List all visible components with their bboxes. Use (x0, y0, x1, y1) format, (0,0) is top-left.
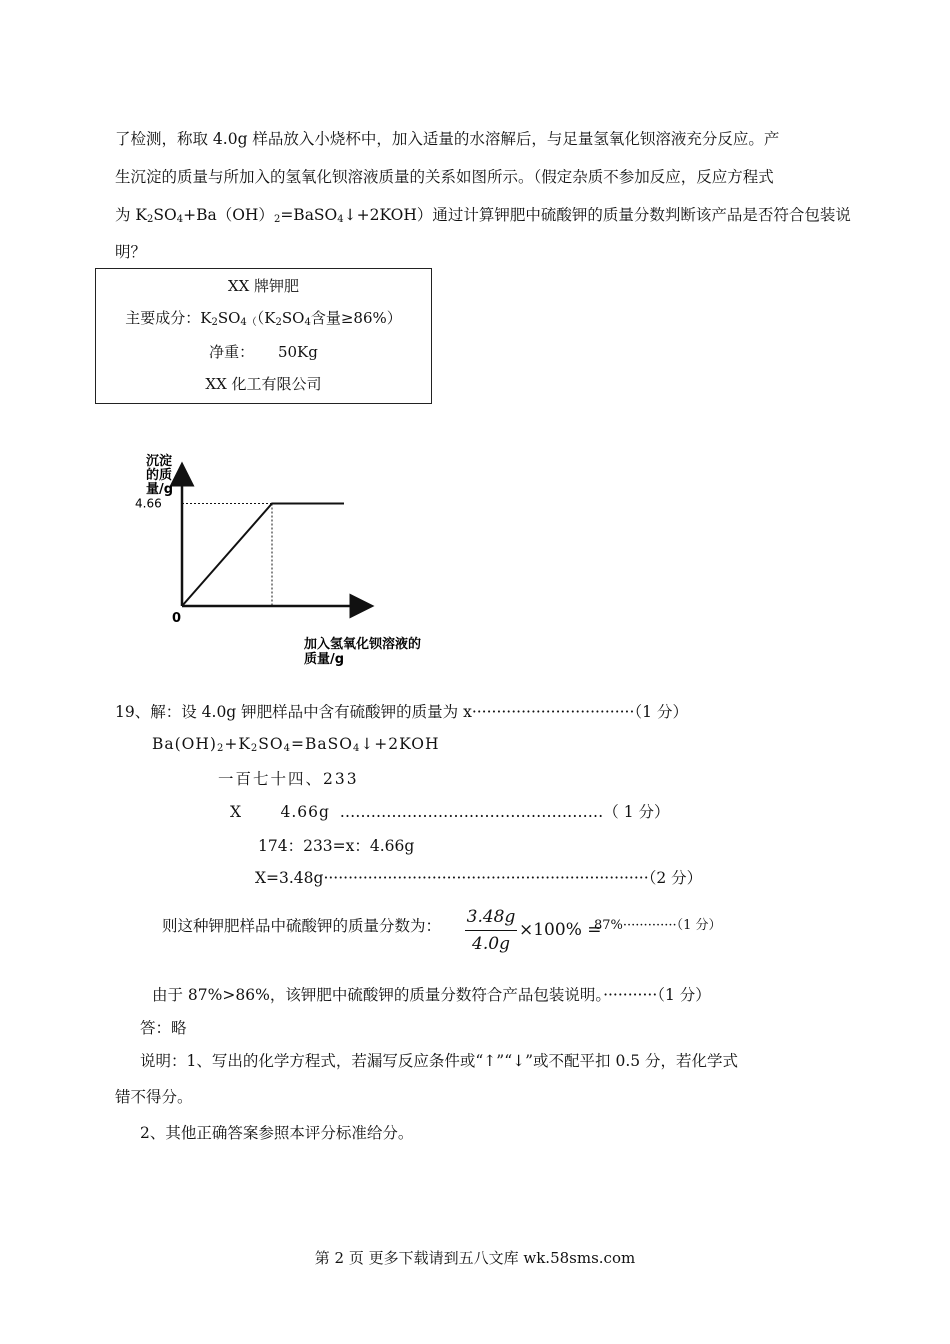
solution-setup: 19、解：设 4.0g 钾肥样品中含有硫酸钾的质量为 x·································（1 分） (115, 703, 688, 721)
note-1-continued: 错不得分。 (115, 1088, 193, 1106)
y-label-line-1: 沉淀 (146, 454, 173, 469)
label-ingredient: 主要成分：$K_2SO_{4(}(K_2SO_4$含量≥86%） (125, 309, 402, 328)
fraction-numerator: 3.48g (465, 907, 517, 931)
label-brand: XX 牌钾肥 (227, 277, 300, 295)
intro-line-4: 明？ (115, 243, 147, 261)
label-company: XX 化工有限公司 (205, 375, 322, 393)
x-label-line-2: 质量/g (304, 652, 345, 667)
conclusion-line: 由于 87%>86%，该钾肥中硫酸钾的质量分数符合产品包装说明。···········（1 分） (152, 986, 711, 1004)
y-label-line-3: 量/g (146, 482, 174, 497)
fraction-result: 87%·············（1 分） (594, 918, 722, 933)
note-2: 2、其他正确答案参照本评分标准给分。 (140, 1124, 414, 1142)
intro-line-3: 为 $K_2SO_4+Ba(OH)_2=BaSO_4↓+2KOH$）通过计算钾肥中硫酸钾的质量分数判断该产品是否符合包装说 (115, 206, 851, 225)
origin-label: 0 (172, 611, 182, 626)
ratio-line: 174：233=x：4.66g (258, 837, 415, 855)
intro-line-1: 了检测，称取 4.0g 样品放入小烧杯中，加入适量的水溶解后，与足量氢氧化钡溶液充分反应。产 (115, 130, 780, 148)
fraction-suffix: ×100% = (519, 920, 602, 940)
series-line (182, 504, 344, 607)
y-label-line-2: 的质 (146, 468, 173, 483)
chemical-equation: $Ba(OH)_2+K_2SO_4=BaSO_4↓+2KOH$ (152, 735, 440, 754)
variable-line: X 4.66g ……………………………………………（ 1 分） (230, 803, 670, 821)
label-net-weight: 净重： 50Kg (209, 343, 318, 361)
fraction-prefix: 则这种钾肥样品中硫酸钾的质量分数为： (162, 917, 442, 935)
result-line: X=3.48g··································································（2 分） (255, 869, 703, 887)
page-footer: 第 2 页 更多下载请到五八文库 wk.58sms.com (314, 1249, 636, 1267)
intro-line-2: 生沉淀的质量与所加入的氢氧化钡溶液质量的关系如图所示。（假定杂质不参加反应，反应方程式 (115, 168, 774, 186)
mass-fraction (465, 907, 517, 954)
y-tick-label: 4.66 (135, 496, 162, 511)
fraction-denominator: 4.0g (472, 934, 510, 954)
precipitate-chart (130, 448, 450, 670)
molar-mass-line: 一百七十四、233 (218, 770, 359, 788)
x-label-line-1: 加入氢氧化钡溶液的 (304, 637, 422, 652)
package-label (95, 268, 432, 404)
answer-line: 答：略 (140, 1019, 187, 1037)
note-1: 说明：1、写出的化学方程式，若漏写反应条件或“↑”“↓”或不配平扣 0.5 分，若化学式 (140, 1052, 739, 1070)
